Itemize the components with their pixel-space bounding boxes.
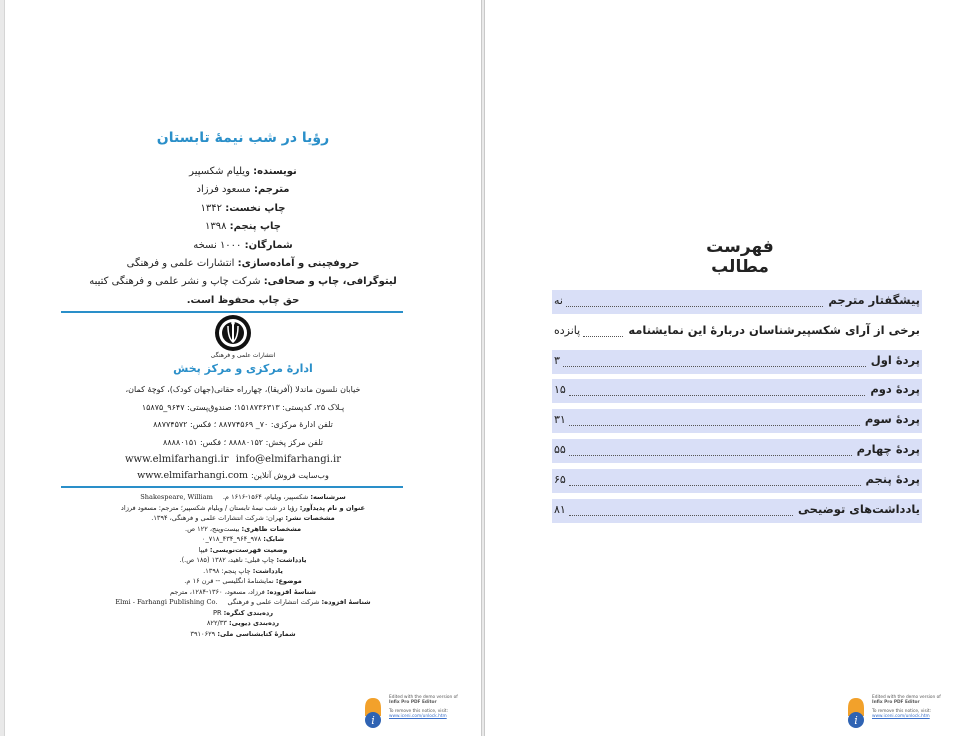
contact-line: تلفن ادارهٔ مرکزی: ۷۰_ ۸۸۷۷۴۵۶۹ ؛ فکس: ۸۸۷۷۴۵۷۲ bbox=[153, 420, 333, 429]
cip-label: شناسهٔ افزوده: bbox=[266, 587, 316, 596]
cip-line bbox=[45, 587, 441, 598]
cip-line bbox=[45, 555, 441, 566]
cip-label: شناسهٔ افزوده: bbox=[321, 598, 371, 606]
toc-entry-title: یادداشت‌های توضیحی bbox=[798, 501, 920, 516]
credit-value: ۱۰۰۰ نسخه bbox=[193, 239, 242, 251]
cip-value: ۸۲۲/۳۳ bbox=[206, 619, 227, 627]
cip-label: شابک: bbox=[263, 535, 285, 543]
toc-title: فهرست مطالب bbox=[706, 237, 774, 277]
toc-entry-page: ۵۵ bbox=[554, 442, 566, 456]
cip-value: فرزاد، مسعود، ۱۳۶۰-۱۲۸۴، مترجم bbox=[170, 587, 265, 596]
toc-entry[interactable] bbox=[552, 469, 922, 499]
credit-label: چاپ نخست: bbox=[225, 202, 286, 214]
credit-label: چاپ پنجم: bbox=[229, 221, 282, 233]
credit-value: ۱۳۹۸ bbox=[204, 221, 227, 233]
watermark-badge bbox=[845, 694, 957, 734]
watermark-line1: Edited with the demo version of bbox=[389, 695, 458, 700]
watermark-link[interactable]: www.iceni.com/unlock.htm bbox=[872, 714, 930, 720]
cip-line bbox=[45, 608, 441, 619]
shop-row bbox=[65, 470, 401, 481]
cip-value: ۳۹۱۰۶۲۹ bbox=[190, 629, 216, 638]
contact-line: تلفن مرکز پخش: ۸۸۸۸۰۱۵۲ ؛ فکس: ۸۸۸۸۰۱۵۱ bbox=[163, 437, 323, 447]
watermark-link[interactable]: www.iceni.com/unlock.htm bbox=[389, 714, 447, 720]
credit-line bbox=[45, 218, 441, 236]
toc-entry-page: ۶۵ bbox=[554, 472, 566, 486]
contact-line: خیابان نلسون ماندلا (آفریقا)، چهارراه حقانی(جهان کودک)، کوچهٔ کمان، bbox=[125, 385, 361, 394]
cip-label: رده‌بندی دیویی: bbox=[228, 619, 280, 627]
credit-label: شمارگان: bbox=[244, 239, 293, 251]
watermark-line1: Edited with the demo version of bbox=[872, 695, 941, 700]
credit-label: لیتوگرافی، چاپ و صحافی: bbox=[263, 276, 397, 288]
cip-value: چاپ پنجم: ۱۳۹۸. bbox=[203, 566, 251, 575]
svg-text:i: i bbox=[854, 714, 858, 727]
infix-logo-icon bbox=[362, 696, 384, 730]
watermark-line3: To remove this notice, visit: bbox=[389, 708, 449, 714]
toc-leader-dots bbox=[569, 505, 793, 516]
toc-leader-dots bbox=[583, 326, 623, 337]
toc-entry-page: ۱۵ bbox=[554, 383, 566, 397]
toc-entry-title: پردهٔ چهارم bbox=[856, 441, 920, 456]
shop-label: وب‌سایت فروش آنلاین: bbox=[251, 471, 329, 480]
toc-entry[interactable] bbox=[552, 439, 922, 469]
toc-entry[interactable] bbox=[552, 499, 922, 529]
cip-label: شمارهٔ کتابشناسی ملی: bbox=[217, 629, 296, 638]
cip-value: شرکت انتشارات علمی و فرهنگی bbox=[227, 598, 320, 606]
toc-entry-title: پردهٔ سوم bbox=[864, 412, 920, 427]
toc-leader-dots bbox=[563, 356, 866, 367]
credit-label: مترجم: bbox=[253, 184, 290, 196]
credit-value: ویلیام شکسپیر bbox=[189, 166, 250, 177]
cip-line bbox=[45, 576, 441, 587]
credit-label: حروفچینی و آماده‌سازی: bbox=[237, 258, 360, 270]
cip-label: یادداشت: bbox=[276, 556, 307, 564]
toc-entry-title: پردهٔ اول bbox=[870, 352, 920, 367]
toc-leader-dots bbox=[569, 475, 861, 486]
cip-block bbox=[45, 492, 441, 639]
contact-line: پـلاک ۲۵، کدپستی: ۱۵۱۸۷۳۶۳۱۳؛ صندوق‌پستی: ۹۶۴۷_۱۵۸۷۵ bbox=[141, 402, 345, 412]
cip-label: رده‌بندی کنگره: bbox=[223, 608, 274, 617]
toc-entry-title: پردهٔ دوم bbox=[870, 382, 920, 397]
table-of-contents bbox=[552, 290, 922, 528]
cip-line bbox=[45, 545, 441, 556]
toc-entry[interactable] bbox=[552, 379, 922, 409]
credit-label: نویسنده: bbox=[253, 166, 297, 177]
credits-block bbox=[45, 163, 441, 310]
book-title: رؤیا در شب نیمهٔ تابستان bbox=[156, 130, 330, 146]
toc-entry-page: ۳ bbox=[554, 353, 560, 367]
cip-label: وضعیت فهرست‌نویسی: bbox=[209, 545, 288, 554]
toc-leader-dots bbox=[566, 296, 823, 307]
cip-label: عنوان و نام پدیدآور: bbox=[299, 503, 366, 512]
cip-line bbox=[45, 513, 441, 524]
left-page bbox=[4, 0, 482, 736]
divider-top bbox=[61, 311, 403, 313]
cip-latin: Shakespeare, William bbox=[140, 493, 213, 501]
credit-line bbox=[45, 181, 441, 199]
credit-line bbox=[45, 163, 441, 181]
cip-value: رؤیا در شب نیمهٔ تابستان / ویلیام شکسپیر؛ مترجم: مسعود فرزاد bbox=[120, 503, 298, 512]
credit-value: شرکت چاپ و نشر علمی و فرهنگی کتیبه bbox=[89, 276, 261, 288]
cip-line bbox=[45, 503, 441, 514]
credit-line bbox=[45, 255, 441, 273]
toc-entry-title: پیشگفتار مترجم bbox=[828, 293, 920, 307]
shop-link[interactable]: www.elmifarhangi.com bbox=[137, 470, 248, 481]
credit-value: انتشارات علمی و فرهنگی bbox=[126, 258, 235, 270]
toc-entry-page: پانزده bbox=[554, 323, 581, 337]
watermark-badge bbox=[362, 694, 474, 734]
cip-line bbox=[45, 597, 441, 608]
cip-line bbox=[45, 524, 441, 535]
credit-line bbox=[45, 200, 441, 218]
toc-entry[interactable] bbox=[552, 320, 922, 350]
toc-entry[interactable] bbox=[552, 290, 922, 320]
cip-line bbox=[45, 566, 441, 577]
right-page bbox=[484, 0, 962, 736]
cip-line bbox=[45, 618, 441, 629]
cip-label: سرشناسه: bbox=[310, 493, 346, 501]
cip-label: موضوع: bbox=[275, 577, 302, 585]
toc-entry-page: ۳۱ bbox=[554, 413, 566, 427]
cip-label: مشخصات نشر: bbox=[285, 514, 335, 522]
cip-latin: Elmi - Farhangi Publishing Co. bbox=[115, 598, 218, 606]
cip-line bbox=[45, 534, 441, 545]
toc-entry-page: نه bbox=[554, 294, 563, 307]
cip-label: مشخصات ظاهری: bbox=[241, 524, 302, 533]
credit-value: مسعود فرزاد bbox=[196, 184, 251, 196]
website-link[interactable]: www.elmifarhangi.ir bbox=[125, 454, 229, 465]
svg-text:i: i bbox=[371, 714, 375, 727]
cip-value: ۹۷۸_۹۶۴_۴۳۴_۷۱۸_۰ bbox=[201, 535, 262, 543]
cip-line bbox=[45, 492, 441, 503]
cip-value: نمایشنامهٔ انگلیسی -- قرن ۱۶ م. bbox=[184, 577, 274, 585]
cip-value: شکسپیر، ویلیام، ۱۵۶۴-۱۶۱۶ م. bbox=[222, 493, 309, 501]
watermark-line3: To remove this notice, visit: bbox=[872, 708, 932, 714]
cip-value: بیست‌وپنج، ۱۲۲ ص. bbox=[184, 524, 240, 533]
contact-block bbox=[45, 381, 441, 451]
email-link[interactable]: info@elmifarhangi.ir bbox=[235, 454, 341, 465]
toc-entry-title: پردهٔ پنجم bbox=[865, 471, 920, 486]
cip-value: فیپا bbox=[198, 545, 208, 554]
watermark-line2: Infix Pro PDF Editor bbox=[389, 700, 437, 706]
credit-value: ۱۳۴۲ bbox=[200, 202, 223, 214]
toc-leader-dots bbox=[569, 445, 852, 456]
toc-entry-title: برخی از آرای شکسپیرشناسان دربارهٔ این نمایشنامه bbox=[628, 322, 920, 337]
publisher-logo-icon bbox=[214, 314, 252, 352]
toc-leader-dots bbox=[569, 385, 865, 396]
credit-line bbox=[45, 292, 441, 310]
credit-line bbox=[45, 273, 441, 291]
cip-value: تهران: شرکت انتشارات علمی و فرهنگی، ۱۳۹۴. bbox=[151, 514, 284, 522]
toc-entry[interactable] bbox=[552, 409, 922, 439]
watermark-line2: Infix Pro PDF Editor bbox=[872, 700, 920, 706]
cip-label: یادداشت: bbox=[252, 566, 283, 575]
toc-entry[interactable] bbox=[552, 350, 922, 380]
cip-value: PR bbox=[212, 608, 222, 617]
cip-line bbox=[45, 629, 441, 640]
credit-line bbox=[45, 237, 441, 255]
distribution-title: ادارهٔ مرکزی و مرکز پخش bbox=[173, 362, 313, 375]
cip-value: چاپ قبلی: ناهید، ۱۳۸۲ (۱۸۵ ص.). bbox=[179, 556, 275, 564]
publisher-name: انتشارات علمی و فرهنگی bbox=[210, 352, 276, 359]
toc-leader-dots bbox=[569, 415, 860, 426]
divider-bottom bbox=[61, 486, 403, 488]
infix-logo-icon bbox=[845, 696, 867, 730]
credit-label: حق چاپ محفوظ است. bbox=[186, 294, 300, 306]
toc-entry-page: ۸۱ bbox=[554, 502, 566, 516]
